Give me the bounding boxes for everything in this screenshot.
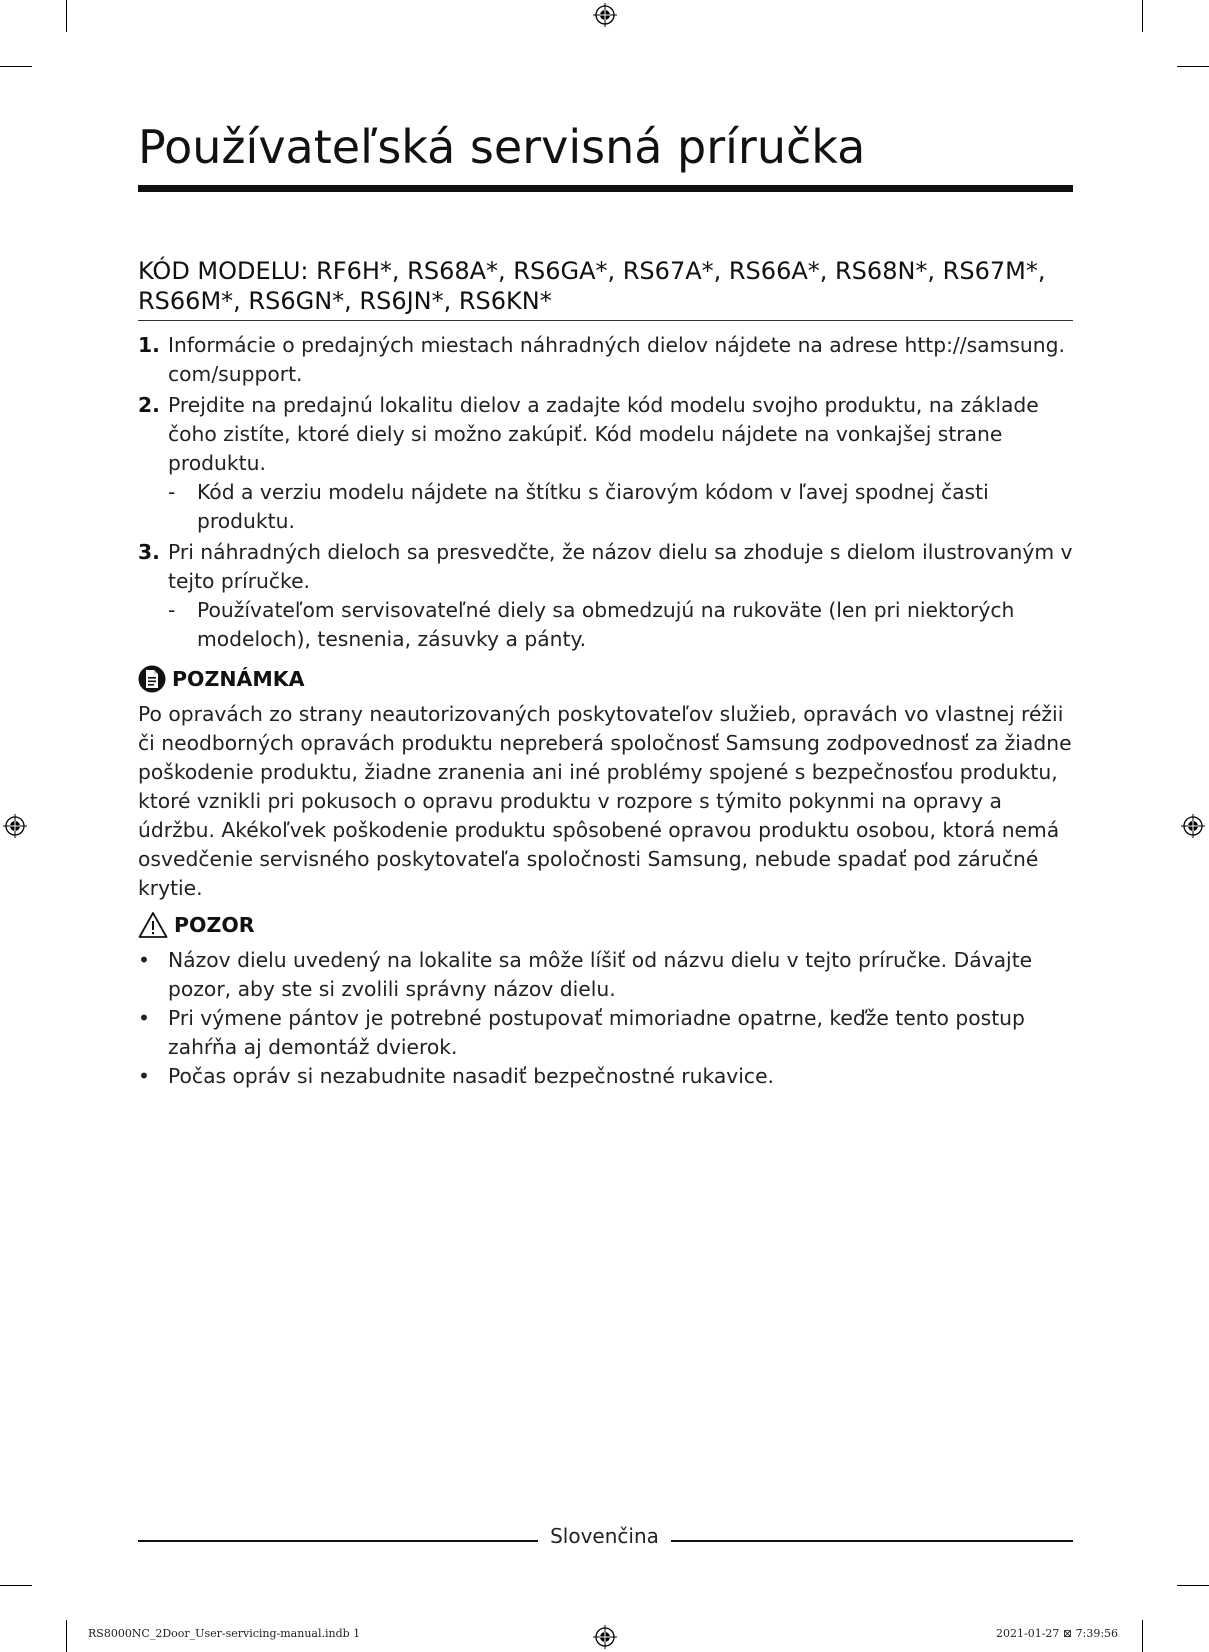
section-rule xyxy=(138,320,1073,321)
step-number: 2. xyxy=(138,393,160,417)
step-number: 1. xyxy=(138,333,160,357)
footer-language: Slovenčina xyxy=(550,1524,659,1548)
sub-item xyxy=(168,596,1078,654)
sub-list xyxy=(168,478,1078,536)
model-code-line-2: RS66M*, RS6GN*, RS6JN*, RS6KN* xyxy=(138,287,552,315)
caution-item-text: Pri výmene pántov je potrebné postupovať mimoriadne opatrne, keďže tento postup zahŕňa aj demontáž dvierok. xyxy=(168,1006,1025,1059)
model-code-line-1: KÓD MODELU: RF6H*, RS68A*, RS6GA*, RS67A*, RS66A*, RS68N*, RS67M*, xyxy=(138,257,1046,285)
dash-marker: - xyxy=(168,480,176,504)
registration-mark-icon xyxy=(1181,814,1205,838)
dash-marker: - xyxy=(168,598,176,622)
caution-list xyxy=(138,946,1078,1091)
warning-triangle-icon xyxy=(138,911,168,939)
step-item xyxy=(138,391,1078,536)
caution-item xyxy=(138,946,1078,1004)
page-title: Používateľská servisná príručka xyxy=(138,120,866,174)
sub-item xyxy=(168,478,1078,536)
crop-mark xyxy=(0,1585,32,1586)
caution-label: POZOR xyxy=(174,913,255,937)
crop-mark xyxy=(1177,1585,1209,1586)
crop-mark xyxy=(66,0,67,32)
caution-heading xyxy=(138,910,255,940)
print-slug-date: 2021-01-27 ⊠ 7:39:56 xyxy=(996,1627,1119,1640)
registration-mark-icon xyxy=(593,1625,617,1649)
sub-item-text: Kód a verziu modelu nájdete na štítku s čiarovým kódom v ľavej spodnej časti produktu. xyxy=(197,480,989,533)
crop-mark xyxy=(1142,1620,1143,1652)
bullet-marker: • xyxy=(138,1006,150,1030)
crop-mark xyxy=(66,1620,67,1652)
print-slug-file: RS8000NC_2Door_User-servicing-manual.indb 1 xyxy=(88,1627,361,1640)
note-text: Po opravách zo strany neautorizovaných poskytovateľov služieb, opravách vo vlastnej réžii či neodborných opravách produktu nepreberá spoločnosť Samsung zodpovednosť za žiadne poškodenie produktu, žiadne zranenia ani iné problémy spojené s bezpečnosťou produktu, ktoré vznikli pri pokusoch o opravu produktu v rozpore s týmito pokynmi na opravy a údržbu. Akékoľvek poškodenie produktu spôsobené opravou produktu osobou, ktorá nemá osvedčenie servisného poskytovateľa spoločnosti Samsung, nebude spadať pod záručné krytie. xyxy=(138,702,1072,900)
sub-list xyxy=(168,596,1078,654)
note-heading xyxy=(138,664,305,694)
note-document-icon xyxy=(138,665,166,693)
steps-list xyxy=(138,331,1078,656)
title-rule xyxy=(138,185,1073,192)
step-number: 3. xyxy=(138,540,160,564)
caution-item-text: Počas opráv si nezabudnite nasadiť bezpečnostné rukavice. xyxy=(168,1064,774,1088)
bullet-marker: • xyxy=(138,948,150,972)
bullet-marker: • xyxy=(138,1064,150,1088)
caution-item xyxy=(138,1004,1078,1062)
step-item xyxy=(138,538,1078,654)
model-code-heading xyxy=(138,256,1073,316)
step-item xyxy=(138,331,1078,389)
registration-mark-icon xyxy=(3,814,27,838)
sub-item-text: Používateľom servisovateľné diely sa obmedzujú na rukoväte (len pri niektorých modeloch), tesnenia, zásuvky a pánty. xyxy=(197,598,1015,651)
crop-mark xyxy=(1142,0,1143,32)
caution-item-text: Názov dielu uvedený na lokalite sa môže líšiť od názvu dielu v tejto príručke. Dávajte pozor, aby ste si zvolili správny názov dielu. xyxy=(168,948,1033,1001)
caution-item xyxy=(138,1062,1078,1091)
crop-mark xyxy=(0,66,32,67)
step-text: Prejdite na predajnú lokalitu dielov a zadajte kód modelu svojho produktu, na základe čoho zistíte, ktoré diely si možno zakúpiť. Kód modelu nájdete na vonkajšej strane produktu. xyxy=(168,393,1039,475)
registration-mark-icon xyxy=(593,3,617,27)
crop-mark xyxy=(1177,66,1209,67)
note-label: POZNÁMKA xyxy=(172,667,305,691)
step-text: Informácie o predajných miestach náhradných dielov nájdete na adrese http://samsung. com/support. xyxy=(168,333,1065,386)
step-text: Pri náhradných dieloch sa presvedčte, že názov dielu sa zhoduje s dielom ilustrovaným v tejto príručke. xyxy=(168,540,1073,593)
